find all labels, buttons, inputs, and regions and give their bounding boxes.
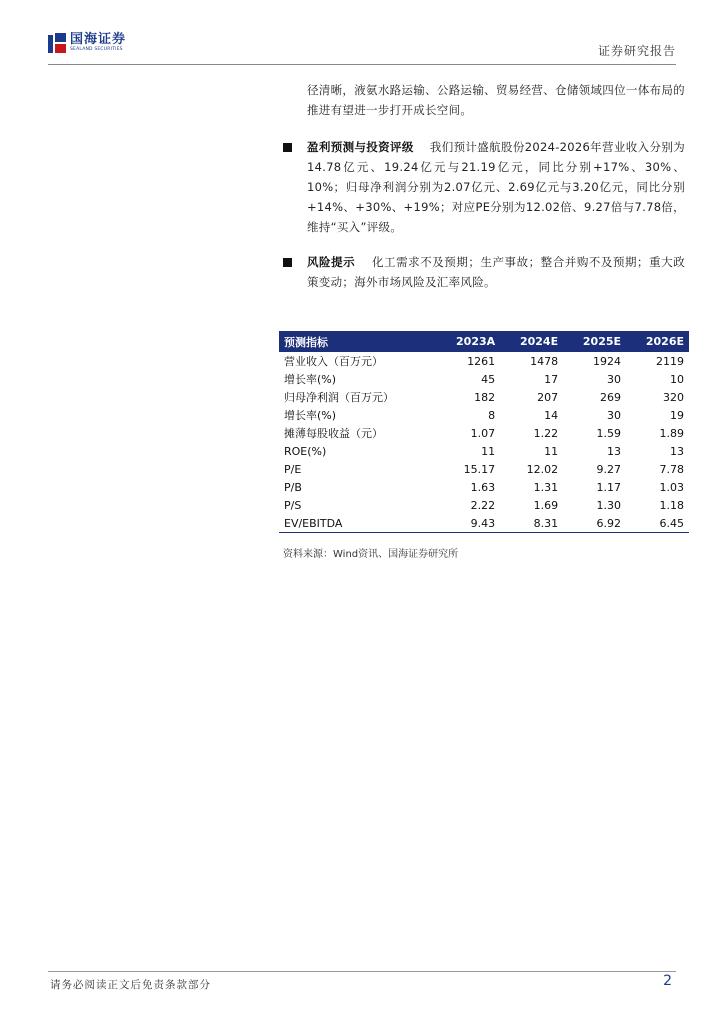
table-cell: 9.27 [596, 462, 622, 476]
table-cell: 15.17 [463, 462, 496, 476]
logo-name-cn: 国海证券 [70, 32, 127, 48]
table-cell: 营业收入（百万元） [284, 355, 383, 368]
table-row [279, 514, 689, 533]
table-cell: 207 [537, 390, 559, 404]
table-cell: 1.18 [659, 498, 684, 512]
footer-divider [48, 971, 676, 972]
doc-type-label: 证券研究报告 [597, 44, 676, 58]
table-cell: 1478 [530, 354, 559, 368]
table-cell: 1.69 [533, 498, 559, 512]
table-cell: 8.31 [500, 514, 563, 533]
forecast-table [279, 331, 689, 533]
logo-name-en: SEALAND SECURITIES [70, 47, 123, 53]
table-cell: EV/EBITDA [279, 514, 436, 533]
table-cell: 11 [481, 444, 496, 458]
table-cell: P/B [284, 480, 302, 494]
table-cell: 7.78 [659, 462, 684, 476]
table-cell: 13 [607, 444, 622, 458]
table-cell: 增长率(%) [284, 409, 337, 422]
table-cell: 1.59 [596, 426, 622, 440]
table-row [279, 370, 689, 388]
table-source-note: 资料来源：Wind资讯、国海证券研究所 [283, 549, 459, 560]
table-cell: 1.07 [470, 426, 496, 440]
table-cell: 2.22 [470, 498, 496, 512]
page-number: 2 [663, 973, 672, 989]
table-cell: P/S [284, 498, 302, 512]
table-cell: 8 [488, 408, 496, 422]
table-cell: 1924 [593, 354, 622, 368]
table-cell: 1.63 [470, 480, 496, 494]
column-header: 预测指标 [279, 331, 436, 352]
table-row [279, 478, 689, 496]
table-cell: 17 [544, 372, 559, 386]
column-header: 2026E [626, 331, 689, 352]
table-cell: 1.17 [596, 480, 622, 494]
logo-mark-icon [48, 33, 66, 53]
footer-disclaimer: 请务必阅读正文后免责条款部分 [50, 979, 211, 991]
column-header: 2024E [500, 331, 563, 352]
table-cell: ROE(%) [284, 444, 327, 458]
table-cell: 1.89 [659, 426, 684, 440]
table-cell: 19 [670, 408, 684, 422]
table-cell: 1.31 [533, 480, 559, 494]
table-cell: 30 [607, 372, 622, 386]
table-cell: 1261 [467, 354, 496, 368]
table-row [279, 406, 689, 424]
table-row [279, 496, 689, 514]
table-cell: 11 [544, 444, 559, 458]
forecast-heading: 盈利预测与投资评级 [307, 140, 414, 154]
table-cell: 6.45 [626, 514, 689, 533]
table-cell: 30 [607, 408, 622, 422]
table-cell: 10 [670, 372, 684, 386]
bullet-square-icon [283, 143, 292, 152]
table-row [279, 352, 689, 370]
table-row [279, 442, 689, 460]
table-cell: 14 [544, 408, 559, 422]
table-row [279, 388, 689, 406]
risk-heading: 风险提示 [307, 255, 356, 269]
header-divider [48, 64, 676, 65]
column-header: 2023A [436, 331, 500, 352]
page-header [48, 28, 676, 66]
column-header: 2025E [563, 331, 626, 352]
table-cell: 1.22 [533, 426, 559, 440]
table-row [279, 460, 689, 478]
logo [48, 28, 126, 58]
forecast-text: 我们预计盛航股份2024-2026年营业收入分别为14.78亿元、19.24亿元与21.19亿元，同比分别+17%、30%、10%；归母净利润分别为2.07亿元、2.69亿元与3.20亿元，同比分别+14%、+30%、+19%；对应PE分别为12.02倍、9.27倍与7.78倍，维持“买入”评级。 [307, 140, 686, 234]
table-cell: 摊薄每股收益（元） [284, 427, 383, 440]
table-cell: 2119 [656, 354, 684, 368]
table-cell: 12.02 [526, 462, 559, 476]
table-cell: 320 [663, 390, 684, 404]
table-row [279, 424, 689, 442]
bullet-square-icon [283, 258, 292, 267]
table-cell: P/E [284, 462, 302, 476]
table-cell: 增长率(%) [284, 373, 337, 386]
table-cell: 269 [600, 390, 622, 404]
table-cell: 1.30 [596, 498, 622, 512]
risk-text: 化工需求不及预期；生产事故；整合并购不及预期；重大政策变动；海外市场风险及汇率风险。 [307, 255, 686, 289]
table-cell: 45 [481, 372, 496, 386]
table-cell: 1.03 [659, 480, 684, 494]
table-header-row [279, 331, 689, 352]
table-cell: 6.92 [563, 514, 626, 533]
table-cell: 13 [670, 444, 684, 458]
table-cell: 182 [474, 390, 496, 404]
paragraph-intro: 径清晰，液氨水路运输、公路运输、贸易经营、仓储领域四位一体布局的推进有望进一步打开成长空间。 [307, 83, 685, 117]
forecast-paragraph [307, 137, 685, 237]
risk-paragraph [307, 252, 685, 292]
table-cell: 归母净利润（百万元） [284, 391, 394, 404]
table-cell: 9.43 [436, 514, 500, 533]
